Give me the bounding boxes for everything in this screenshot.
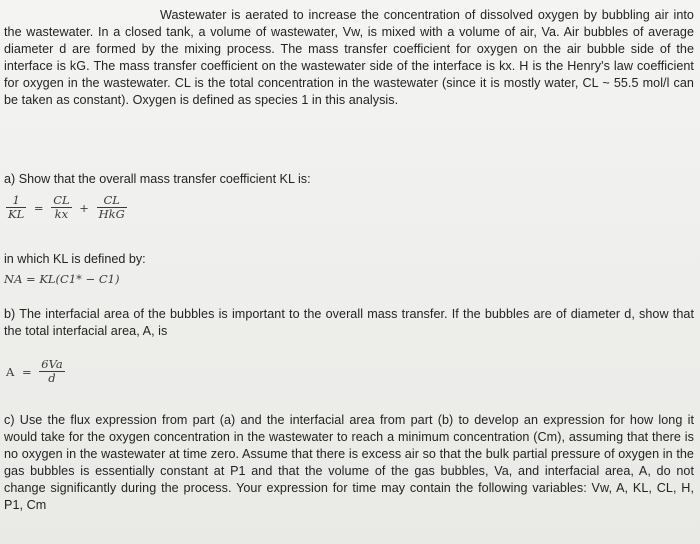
defined-by-label: in which KL is defined by: xyxy=(4,252,146,266)
lhs-fraction: $\frac{1}{KL}$ xyxy=(8,193,25,221)
interfacial-area-equation: A = $\frac{6Va}{d}$ xyxy=(6,357,63,385)
flux-equation: NA = KL(C1* − C1) xyxy=(4,272,120,286)
part-a-prompt: a) Show that the overall mass transfer coefficient KL is: xyxy=(4,172,311,186)
liquid-side-fraction: $\frac{CL}{kx}$ xyxy=(53,193,70,221)
intro-paragraph: Wastewater is aerated to increase the concentration of dissolved oxygen by bubbling air into the wastewater. In a closed tank, a volume of wastewater, Vw, is mixed with a volume of air, Va. Air bubbles of average diameter d are formed by the mixing process. The mass transfer coefficient for oxygen on the air bubble side of the interface is kG. The mass transfer coefficient on the wastewater side of the interface is kx. H is the Henry's law coefficient for oxygen in the wastewater. CL is the total concentration in the wastewater (since it is mostly water, CL ~ 55.5 mol/l can be taken as constant). Oxygen is defined as species 1 in this analysis. xyxy=(4,8,694,107)
part-c-prompt: c) Use the flux expression from part (a) and the interfacial area from part (b) to develop an expression for how long it would take for the oxygen concentration in the wastewater to reach a minimum concentration (Cm), assuming that there is no oxygen in the wastewater at time zero. Assume that there is excess air so that the bulk partial pressure of oxygen in the gas bubbles is essentially constant at P1 and that the volume of the gas bubbles, Va, and interfacial area, A, do not change significantly during the process. Your expression for time may contain the following variables: Vw, A, KL, CL, H, P1, Cm xyxy=(4,413,694,512)
area-fraction: $\frac{6Va}{d}$ xyxy=(41,357,63,385)
gas-side-fraction: $\frac{CL}{\text{HkG}}$ xyxy=(98,193,125,221)
overall-coefficient-equation: $\frac{1}{KL}$ = $\frac{CL}{kx}$ + $\frac{CL}{\text{HkG}}$ xyxy=(8,193,125,221)
part-b-prompt: b) The interfacial area of the bubbles is important to the overall mass transfer. If the bubbles are of diameter d, show that the total interfacial area, A, is xyxy=(4,307,694,338)
